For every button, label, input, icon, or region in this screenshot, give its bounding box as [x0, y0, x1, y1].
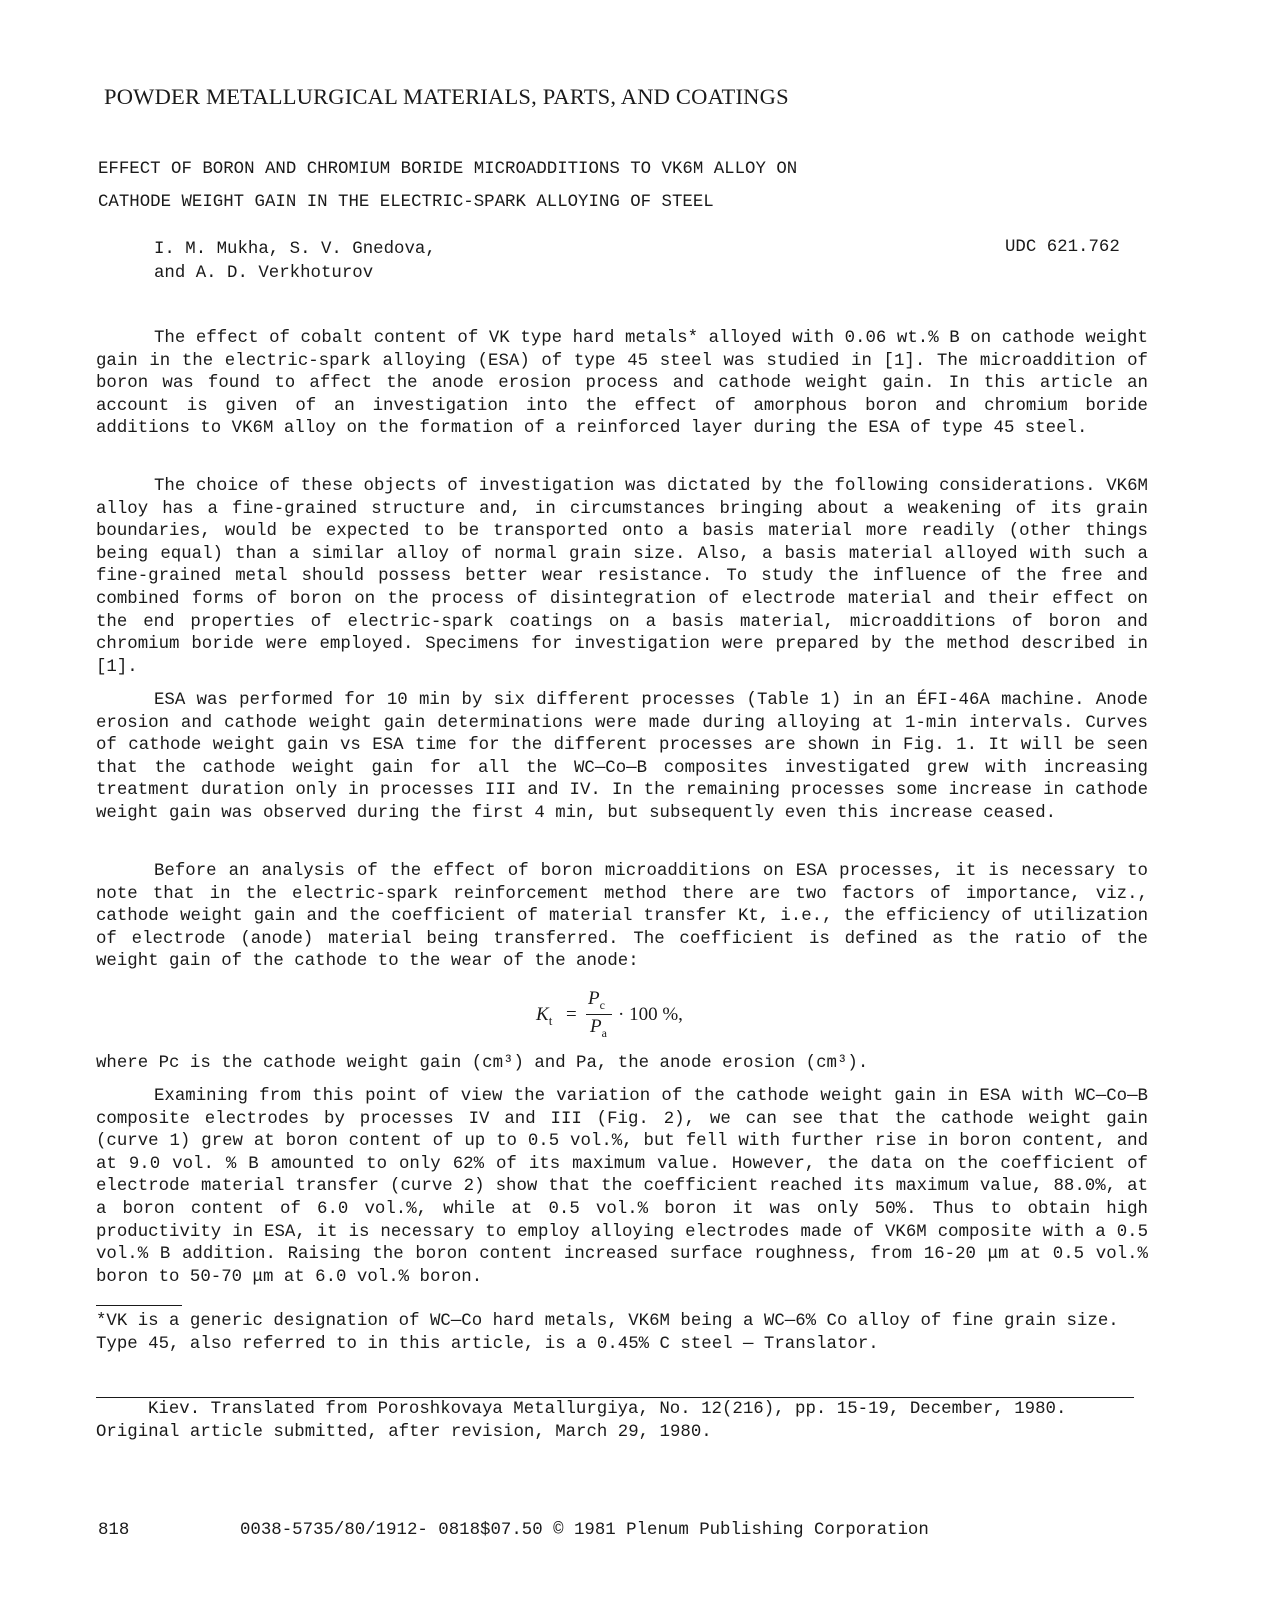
source-divider [96, 1397, 1134, 1398]
paragraph-4: Before an analysis of the effect of boron microadditions on ESA processes, it is necessary to note that in the electric-spark reinforcement method there are two factors of importance, viz., cathode weight gain and the coefficient of material transfer Kt, i.e., the efficiency of utilization of electrode (anode) material being transferred. The coefficient is defined as the ratio of the weight gain of the cathode to the wear of the anode: [96, 862, 1148, 972]
copyright-line: 0038-5735/80/1912- 0818$07.50 © 1981 Plenum Publishing Corporation [240, 1521, 929, 1540]
formula-denominator: $P_a$ [590, 1016, 607, 1040]
paragraph-1: The effect of cobalt content of VK type hard metals* alloyed with 0.06 wt.% B on cathode weight gain in the electric-spark alloying (ESA) of type 45 steel was studied in [1]. The microaddition of boron was found to affect the anode erosion process and cathode weight gain. In this article an account is given of an investigation into the effect of amorphous boron and chromium boride additions to VK6M alloy on the formation of a reinforced layer during the ESA of type 45 steel. [96, 329, 1148, 439]
paragraph-5: Examining from this point of view the variation of the cathode weight gain in ESA with WC—Co—B composite electrodes by processes IV and III (Fig. 2), we can see that the cathode weight gain (curve 1) grew at boron content of up to 0.5 vol.%, but fell with further rise in boron content, and at 9.0 vol. % B amounted to only 62% of its maximum value. However, the data on the coefficient of electrode material transfer (curve 2) show that the coefficient reached its maximum value, 88.0%, at a boron content of 6.0 vol.%, while at 0.5 vol.% boron it was only 50%. Thus to obtain high productivity in ESA, it is necessary to employ alloying electrodes made of VK6M composite with a 0.5 vol.% B addition. Raising the boron content increased surface roughness, from 16-20 μm at 0.5 vol.% boron to 50-70 μm at 6.0 vol.% boron. [96, 1087, 1148, 1287]
article-title-line-2: CATHODE WEIGHT GAIN IN THE ELECTRIC-SPARK ALLOYING OF STEEL [98, 193, 714, 212]
paragraph-2: The choice of these objects of investigation was dictated by the following considerations. VK6M alloy has a fine-grained structure and, in circumstances bringing about a weakening of its grain boundaries, would be expected to be transported onto a basis material more readily (other things being equal) than a similar alloy of normal grain size. Also, a basis material alloyed with such a fine-grained metal should possess better wear resistance. To study the influence of the free and combined forms of boron on the process of disintegration of electrode material and their effect on the end properties of electric-spark coatings on a basis material, microadditions of boron and chromium boride were employed. Specimens for investigation were prepared by the method described in [1]. [96, 477, 1148, 677]
formula-lhs: $K_t$ [536, 1004, 553, 1028]
where-line: where Pc is the cathode weight gain (cm³) and Pa, the anode erosion (cm³). [96, 1054, 869, 1073]
formula-numerator: $P_c$ [588, 988, 605, 1012]
footnote-divider [96, 1305, 182, 1306]
article-title-line-1: EFFECT OF BORON AND CHROMIUM BORIDE MICROADDITIONS TO VK6M ALLOY ON [98, 160, 798, 179]
author-block [154, 238, 436, 286]
footnote: *VK is a generic designation of WC—Co hard metals, VK6M being a WC—6% Co alloy of fine grain size. Type 45, also referred to in this article, is a 0.45% C steel — Translator. [96, 1312, 1119, 1354]
author-line-1: I. M. Mukha, S. V. Gnedova, [154, 240, 436, 259]
formula-equals: = [566, 1004, 577, 1025]
author-line-2: and A. D. Verkhoturov [154, 264, 374, 283]
section-heading: POWDER METALLURGICAL MATERIALS, PARTS, AND COATINGS [104, 84, 789, 109]
udc-code: UDC 621.762 [1005, 238, 1120, 257]
paragraph-3: ESA was performed for 10 min by six different processes (Table 1) in an ÉFI-46A machine. Anode erosion and cathode weight gain determinations were made during alloying at 1-min intervals. Curves of cathode weight gain vs ESA time for the different processes are shown in Fig. 1. It will be seen that the cathode weight gain for all the WC—Co—B composites investigated grew with increasing treatment duration only in processes III and IV. In the remaining processes some increase in cathode weight gain was observed during the first 4 min, but subsequently even this increase ceased. [96, 691, 1148, 823]
source-note: Kiev. Translated from Poroshkovaya Metallurgiya, No. 12(216), pp. 15-19, December, 1980. Original article submitted, after revision, March 29, 1980. [96, 1400, 1067, 1442]
page-number: 818 [98, 1521, 130, 1540]
fraction-bar [586, 1014, 612, 1015]
transfer-coefficient-formula [536, 988, 736, 1040]
formula-rest: · 100 %, [618, 1004, 683, 1025]
